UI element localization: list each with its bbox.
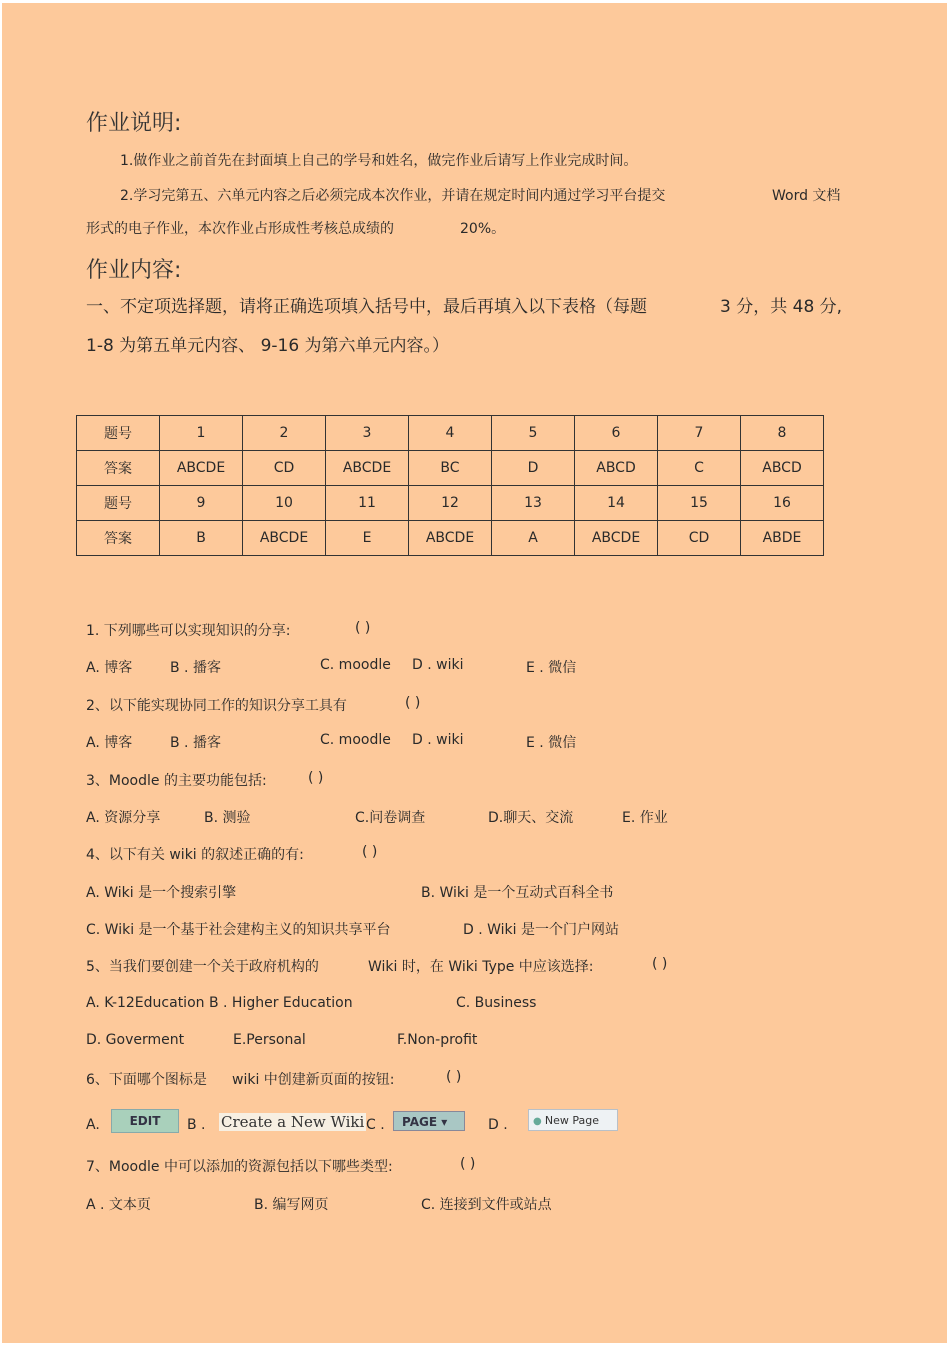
option: B . 播客	[170, 735, 221, 751]
content-heading: 作业内容:	[86, 258, 182, 283]
new-page-icon: ● New Page	[528, 1109, 618, 1131]
question-3: 3、Moodle 的主要功能包括:	[86, 773, 267, 789]
question-4: 4、以下有关 wiki 的叙述正确的有:	[86, 847, 304, 863]
table-cell: A	[492, 521, 575, 556]
section-title-line2: 1-8 为第五单元内容、 9-16 为第六单元内容。）	[86, 336, 450, 356]
option: A. 博客	[86, 735, 133, 751]
table-cell: 7	[658, 416, 741, 451]
table-cell: 题号	[77, 416, 160, 451]
option: A. 资源分享	[86, 810, 161, 826]
table-row	[77, 521, 824, 556]
page-dropdown-icon: PAGE ▾	[393, 1111, 465, 1131]
table-cell: 6	[575, 416, 658, 451]
option: B. Wiki 是一个互动式百科全书	[421, 885, 614, 901]
option: E . 微信	[526, 660, 577, 676]
option: C. moodle	[320, 732, 391, 748]
question-6b: wiki 中创建新页面的按钮:	[232, 1072, 395, 1088]
option: B . 播客	[170, 660, 221, 676]
instruction-2b: Word 文档	[772, 188, 841, 204]
answer-blank: ( )	[405, 695, 421, 711]
table-cell: BC	[409, 451, 492, 486]
option: A.	[86, 1117, 100, 1133]
table-cell: 答案	[77, 451, 160, 486]
table-row	[77, 416, 824, 451]
option: D. Goverment	[86, 1032, 185, 1048]
table-cell: CD	[658, 521, 741, 556]
table-cell: ABCDE	[575, 521, 658, 556]
table-cell: 3	[326, 416, 409, 451]
option: D.聊天、交流	[488, 810, 574, 826]
table-cell: E	[326, 521, 409, 556]
table-cell: 16	[741, 486, 824, 521]
table-cell: ABCD	[575, 451, 658, 486]
instruction-2c: 形式的电子作业，本次作业占形成性考核总成绩的	[86, 221, 394, 237]
instruction-1: 1.做作业之前首先在封面填上自己的学号和姓名，做完作业后请写上作业完成时间。	[120, 153, 638, 169]
answer-blank: ( )	[460, 1156, 476, 1172]
question-7: 7、Moodle 中可以添加的资源包括以下哪些类型:	[86, 1159, 393, 1175]
table-cell: 题号	[77, 486, 160, 521]
answer-blank: ( )	[355, 620, 371, 636]
table-cell: 9	[160, 486, 243, 521]
option: B. 编写网页	[254, 1197, 329, 1213]
answer-blank: ( )	[308, 770, 324, 786]
table-row	[77, 451, 824, 486]
new-page-label: New Page	[544, 1114, 600, 1127]
option: B. 测验	[204, 810, 251, 826]
answer-blank: ( )	[446, 1069, 462, 1085]
answer-blank: ( )	[362, 844, 378, 860]
option: F.Non-profit	[397, 1032, 478, 1048]
question-6a: 6、下面哪个图标是	[86, 1072, 207, 1088]
table-cell: 14	[575, 486, 658, 521]
option: C. moodle	[320, 657, 391, 673]
option: D .	[488, 1117, 508, 1133]
table-cell: 11	[326, 486, 409, 521]
table-cell: 8	[741, 416, 824, 451]
table-cell: ABCDE	[160, 451, 243, 486]
section-title-line1b: 3 分，共 48 分,	[720, 297, 843, 317]
option: C. Business	[456, 995, 537, 1011]
table-cell: 4	[409, 416, 492, 451]
option: C. Wiki 是一个基于社会建构主义的知识共享平台	[86, 922, 391, 938]
option: D . wiki	[412, 732, 464, 748]
table-cell: B	[160, 521, 243, 556]
instruction-2a: 2.学习完第五、六单元内容之后必须完成本次作业，并请在规定时间内通过学习平台提交	[120, 188, 666, 204]
table-cell: D	[492, 451, 575, 486]
answer-blank: ( )	[652, 956, 668, 972]
table-cell: ABCDE	[409, 521, 492, 556]
table-cell: 15	[658, 486, 741, 521]
table-cell: ABDE	[741, 521, 824, 556]
option: A. 博客	[86, 660, 133, 676]
instruction-2d: 20%。	[460, 221, 506, 237]
question-5a: 5、当我们要创建一个关于政府机构的	[86, 959, 319, 975]
option: C. 连接到文件或站点	[421, 1197, 552, 1213]
option: B .	[187, 1117, 206, 1133]
table-cell: 答案	[77, 521, 160, 556]
table-cell: 12	[409, 486, 492, 521]
option: A. K-12Education B . Higher Education	[86, 995, 353, 1011]
instructions-heading: 作业说明:	[86, 111, 182, 136]
option: C .	[366, 1117, 385, 1133]
edit-button-icon: EDIT	[111, 1109, 179, 1133]
table-cell: 13	[492, 486, 575, 521]
option: C.问卷调查	[355, 810, 426, 826]
option: A. Wiki 是一个搜索引擎	[86, 885, 237, 901]
table-cell: 10	[243, 486, 326, 521]
option: D . Wiki 是一个门户网站	[463, 922, 620, 938]
question-5b: Wiki 时，在 Wiki Type 中应该选择:	[368, 959, 594, 975]
table-cell: ABCDE	[243, 521, 326, 556]
table-cell: ABCDE	[326, 451, 409, 486]
section-title-line1a: 一、不定项选择题，请将正确选项填入括号中，最后再填入以下表格（每题	[86, 297, 647, 317]
table-cell: 2	[243, 416, 326, 451]
option: E . 微信	[526, 735, 577, 751]
option: A . 文本页	[86, 1197, 151, 1213]
option: E.Personal	[233, 1032, 306, 1048]
table-cell: ABCD	[741, 451, 824, 486]
question-2: 2、以下能实现协同工作的知识分享工具有	[86, 698, 347, 714]
option: D . wiki	[412, 657, 464, 673]
table-row	[77, 486, 824, 521]
question-1: 1. 下列哪些可以实现知识的分享:	[86, 623, 291, 639]
option: E. 作业	[622, 810, 668, 826]
table-cell: 5	[492, 416, 575, 451]
create-new-wiki-icon: Create a New Wiki	[221, 1113, 365, 1131]
table-cell: C	[658, 451, 741, 486]
table-cell: CD	[243, 451, 326, 486]
answer-table	[76, 415, 824, 556]
table-cell: 1	[160, 416, 243, 451]
